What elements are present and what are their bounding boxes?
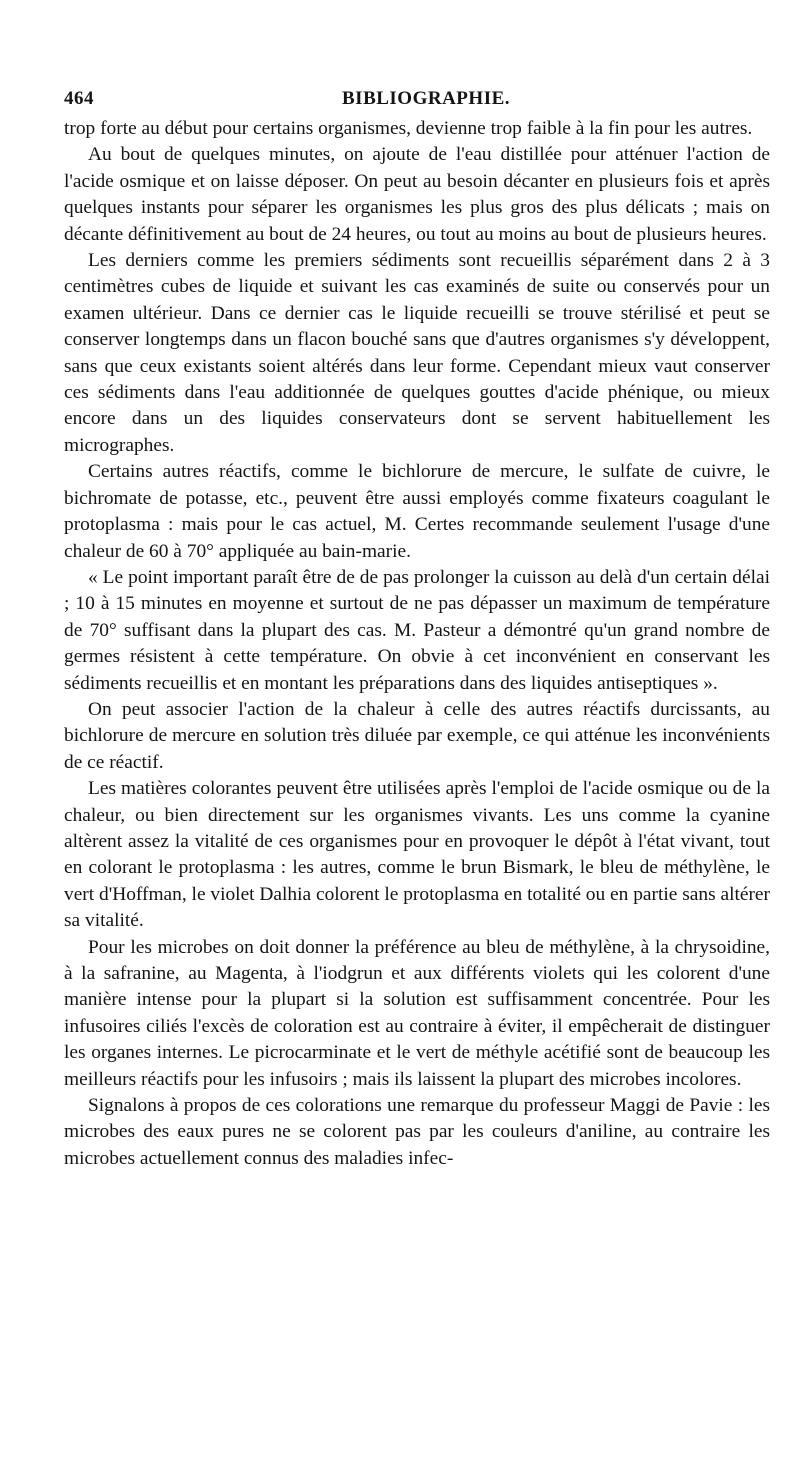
paragraph: On peut associer l'action de la chaleur à celle des autres réactifs durcissants, au bichlorure de mercure en solution très diluée par exemple, ce qui atténue les inconvénients de ce réactif. bbox=[64, 698, 770, 773]
paragraph: Les matières colorantes peuvent être utilisées après l'emploi de l'acide osmique ou de la chaleur, ou bien directement sur les organismes vivants. Les uns comme la cyanine altèrent assez la vitalité de ces organismes pour en provoquer le dépôt à l'état vivant, tout en colorant le protoplasma : les autres, comme le brun Bismark, le bleu de méthylène, le vert d'Hoffman, le violet Dalhia colorent le protoplasma en totalité ou en partie sans altérer sa vitalité. bbox=[64, 778, 770, 932]
body-text bbox=[64, 116, 770, 1172]
page-header bbox=[64, 82, 770, 112]
page-number: 464 bbox=[64, 88, 94, 109]
paragraph: Au bout de quelques minutes, on ajoute de l'eau distillée pour atténuer l'action de l'acide osmique et on laisse déposer. On peut au besoin décanter en plusieurs fois et après quelques instants pour séparer les organismes les plus gros des plus délicats ; mais on décante définitivement au bout de 24 heures, ou tout au moins au bout de plusieurs heures. bbox=[64, 144, 770, 245]
paragraph: Certains autres réactifs, comme le bichlorure de mercure, le sulfate de cuivre, le bichromate de potasse, etc., peuvent être aussi employés comme fixateurs coagulant le protoplasma : mais pour le cas actuel, M. Certes recommande seulement l'usage d'une chaleur de 60 à 70° appliquée au bain-marie. bbox=[64, 461, 770, 562]
running-title: BIBLIOGRAPHIE. bbox=[342, 88, 511, 109]
paragraph-continued: trop forte au début pour certains organismes, devienne trop faible à la fin pour les autres. bbox=[64, 118, 753, 139]
paragraph: Les derniers comme les premiers sédiments sont recueillis séparément dans 2 à 3 centimètres cubes de liquide et suivant les cas examinés de suite ou conservés pour un examen ultérieur. Dans ce dernier cas le liquide recueilli se trouve stérilisé et peut se conserver longtemps dans un flacon bouché sans que d'autres organismes s'y développent, sans que ceux existants soient altérés dans leur forme. Cependant mieux vaut conserver ces sédiments dans l'eau additionnée de quelques gouttes d'acide phénique, ou mieux encore dans un des liquides conservateurs dont se servent habituellement les micrographes. bbox=[64, 250, 770, 456]
paragraph: Pour les microbes on doit donner la préférence au bleu de méthylène, à la chrysoidine, à la safranine, au Magenta, à l'iodgrun et aux différents violets qui les colorent d'une manière intense pour la plupart si la solution est suffisamment concentrée. Pour les infusoires ciliés l'excès de coloration est au contraire à éviter, il empêcherait de distinguer les organes internes. Le picrocarminate et le vert de méthyle acétifié sont de beaucoup les meilleurs réactifs pour les infusoirs ; mais ils laissent la plupart des microbes incolores. bbox=[64, 936, 770, 1090]
paragraph-quotation: « Le point important paraît être de de pas prolonger la cuisson au delà d'un certain délai ; 10 à 15 minutes en moyenne et surtout de ne pas dépasser un maximum de température de 70° suffisant dans la plupart des cas. M. Pasteur a démontré qu'un grand nombre de germes résistent à cette température. On obvie à cet inconvénient en conservant les sédiments recueillis et en montant les préparations dans des liquides antiseptiques ». bbox=[64, 566, 770, 694]
book-page bbox=[64, 82, 770, 1172]
paragraph: Signalons à propos de ces colorations une remarque du professeur Maggi de Pavie : les microbes des eaux pures ne se colorent pas par les couleurs d'aniline, au contraire les microbes actuellement connus des maladies infec- bbox=[64, 1095, 770, 1169]
